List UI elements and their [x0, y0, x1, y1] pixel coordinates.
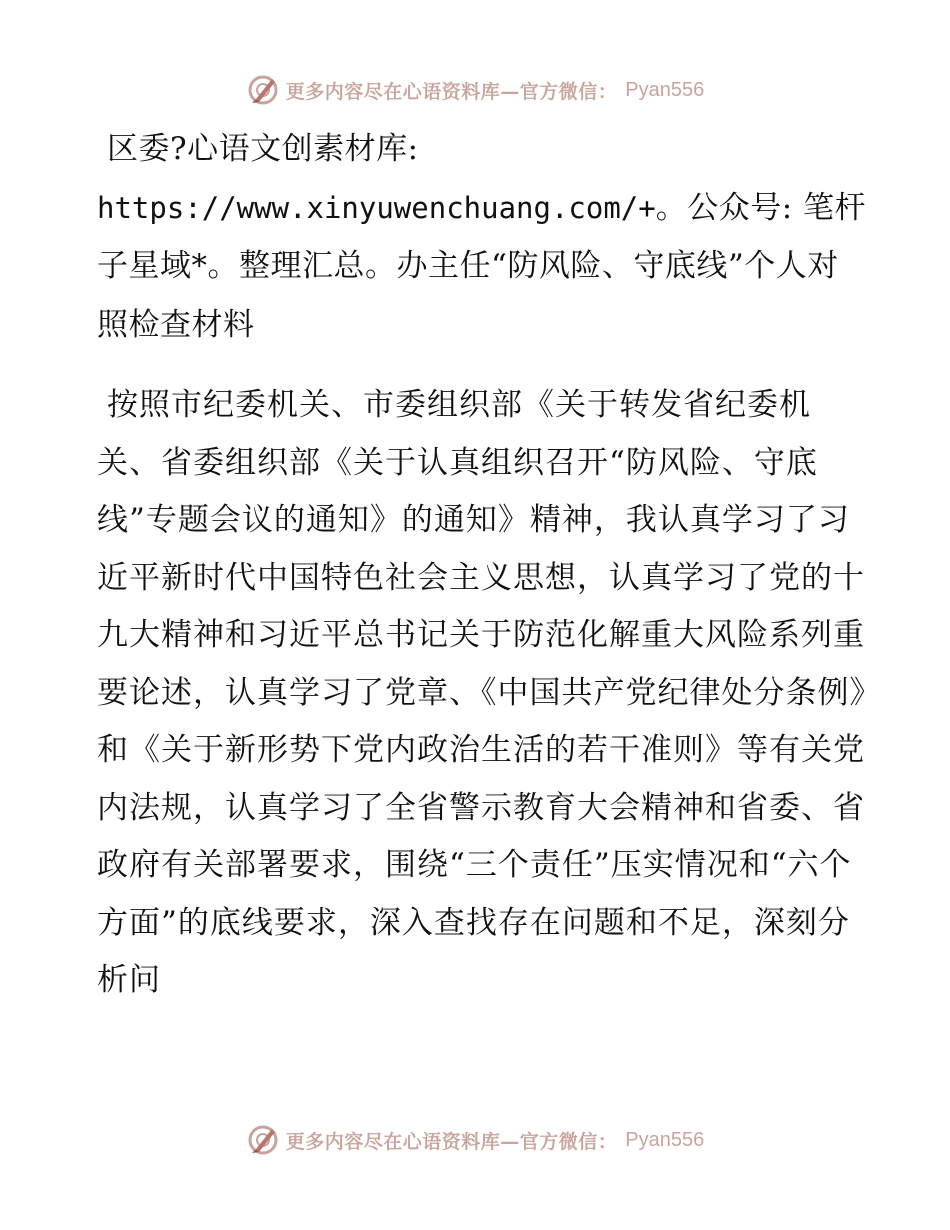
pen-circle-logo-icon — [246, 73, 280, 107]
watermark-wechat-handle: Pyan556 — [625, 1128, 705, 1151]
pen-circle-logo-icon — [246, 1123, 280, 1157]
watermark-text: 更多内容尽在心语资料库—官方微信： — [285, 1130, 618, 1153]
body-paragraph: 按照市纪委机关、市委组织部《关于转发省纪委机关、省委组织部《关于认真组织召开“防风险、守底线”专题会议的通知》的通知》精神，我认真学习了习近平新时代中国特色社会主义思想，认真学习了党的十九大精神和习近平总书记关于防范化解重大风险系列重要论述，认真学习了党章、《中国共产党纪律处分条例》和《关于新形势下党内政治生活的若干准则》等有关党内法规，认真学习了全省警示教育大会精神和省委、省政府有关部署要求，围绕“三个责任”压实情况和“六个方面”的底线要求，深入查找存在问题和不足，深刻分析问 — [97, 387, 866, 998]
title-prefix: 区委?心语文创素材库: — [107, 131, 419, 167]
title-suffix: 。公众号: 笔杆子星域*。整理汇总。办主任“防风险、守底线”个人对照检查材料 — [97, 189, 867, 343]
footer-watermark-banner — [0, 1120, 950, 1160]
document-body — [97, 120, 867, 1010]
header-watermark-banner — [0, 70, 950, 110]
watermark-wechat-handle: Pyan556 — [625, 78, 705, 101]
watermark-text: 更多内容尽在心语资料库—官方微信： — [285, 80, 618, 103]
document-title — [97, 120, 867, 354]
title-url: https://www.xinyuwenchuang.com/+ — [97, 190, 656, 225]
